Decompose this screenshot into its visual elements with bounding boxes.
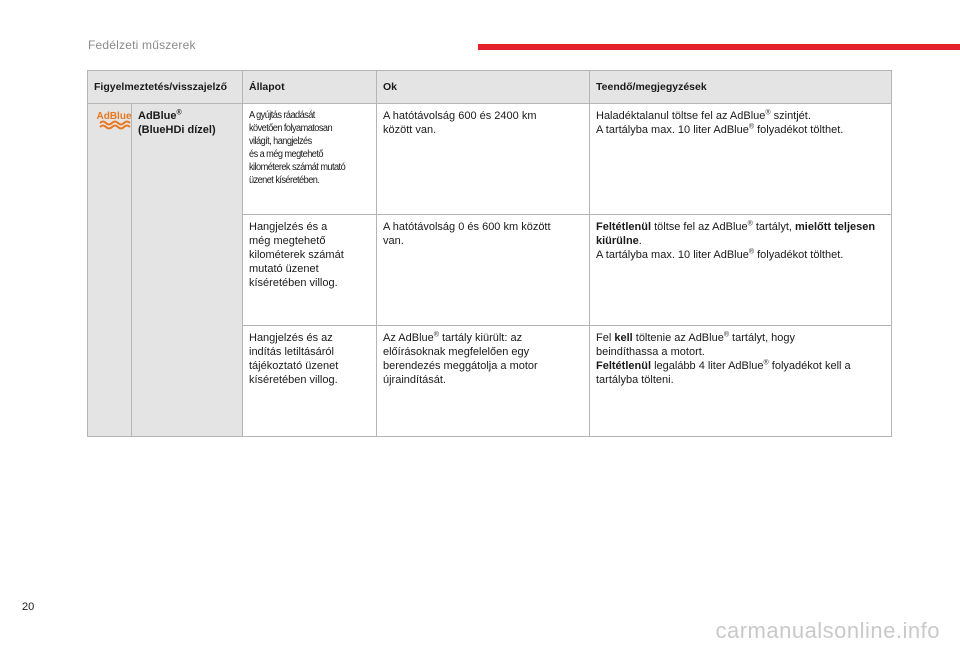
action-text: Feltétlenül töltse fel az AdBlue® tartályt, mielőtt teljesen kiürülne. A tartályba max. 10 liter AdBlue® folyadékot tölthet.: [596, 220, 876, 261]
state-cell: [243, 215, 377, 326]
cause-cell: [377, 104, 590, 215]
action-cell: [590, 326, 892, 437]
action-cell: [590, 104, 892, 215]
cause-text: A hatótávolság 0 és 600 km között van.: [383, 221, 551, 247]
column-header-state: Állapot: [243, 71, 377, 104]
action-text: Haladéktalanul töltse fel az AdBlue® szintjét. A tartályba max. 10 liter AdBlue® folyadékot tölthet.: [596, 109, 844, 136]
watermark: carmanualsonline.info: [715, 618, 940, 643]
warning-lights-table: [87, 70, 892, 437]
indicator-name: AdBlue®: [138, 109, 182, 122]
cause-cell: [377, 215, 590, 326]
section-title: Fedélzeti műszerek: [88, 38, 196, 52]
cause-text: Az AdBlue® tartály kiürült: az előírásoknak megfelelően egy berendezés meggátolja a motor újraindítását.: [383, 331, 538, 386]
state-cell: [243, 104, 377, 215]
state-cell: [243, 326, 377, 437]
table-header-row: [88, 71, 892, 104]
indicator-subname: (BlueHDi dízel): [138, 124, 216, 136]
table-row: [88, 104, 892, 215]
state-text: Hangjelzés és a még megtehető kilométerek számát mutató üzenet kíséretében villog.: [249, 221, 344, 289]
cause-cell: [377, 326, 590, 437]
state-text: A gyújtás ráadását követően folyamatosan világít, hangjelzés és a még megtehető kilométerek számát mutató üzenet kíséretében.: [249, 110, 346, 186]
cause-text: A hatótávolság 600 és 2400 km között van.: [383, 110, 537, 136]
state-text: Hangjelzés és az indítás letiltásáról tájékoztató üzenet kíséretében villog.: [249, 332, 339, 386]
action-cell: [590, 215, 892, 326]
column-header-indicator: Figyelmeztetés/visszajelző: [88, 71, 243, 104]
header-accent-bar: [478, 44, 960, 50]
adblue-warning-icon: [94, 109, 134, 131]
indicator-icon-cell: [88, 104, 132, 437]
page-number: 20: [22, 601, 35, 613]
indicator-name-cell: [132, 104, 243, 437]
action-text: Fel kell töltenie az AdBlue® tartályt, hogy beindíthassa a motort. Feltétlenül legalább 4 liter AdBlue® folyadékot kell a tartályba tölteni.: [596, 331, 851, 386]
column-header-action: Teendő/megjegyzések: [590, 71, 892, 104]
column-header-cause: Ok: [377, 71, 590, 104]
adblue-icon-text: AdBlue: [96, 111, 132, 122]
